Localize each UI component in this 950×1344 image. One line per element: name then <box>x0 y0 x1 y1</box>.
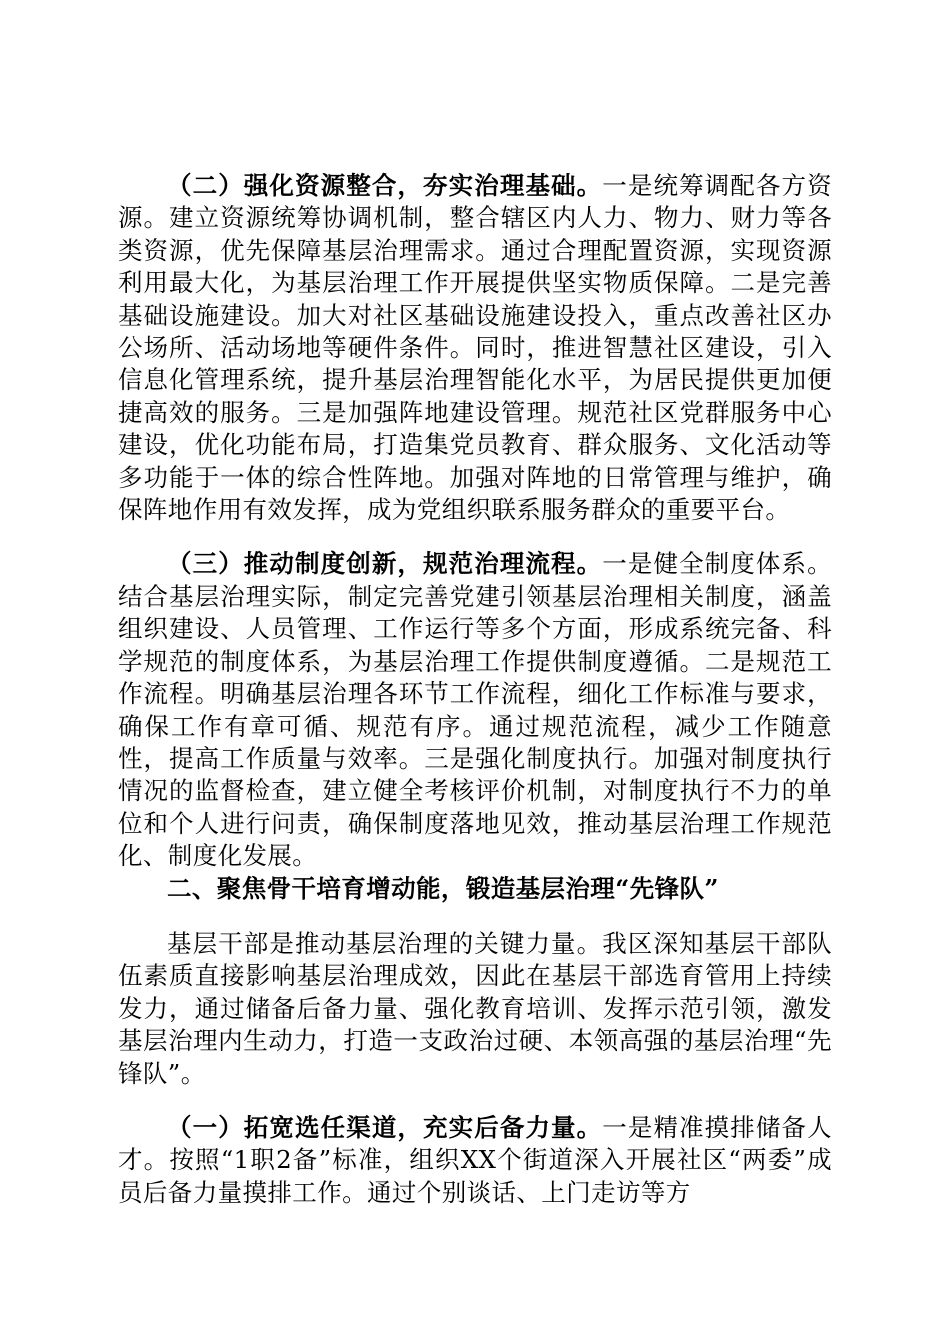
section-3-paragraph <box>118 548 832 872</box>
part-2-heading: 二、聚焦骨干培育增动能，锻造基层治理“先锋队” <box>167 873 719 903</box>
part-2-section-1-body: 一是精准摸排储备人才。按照“1职2备”标准，组织XX个街道深入开展社区“两委”成员后备力量摸排工作。通过个别谈话、上门走访等方 <box>118 1112 832 1207</box>
section-2-lead: （二）强化资源整合，夯实治理基础。 <box>167 171 603 200</box>
section-3-body: 一是健全制度体系。结合基层治理实际，制定完善党建引领基层治理相关制度，涵盖组织建设、人员管理、工作运行等多个方面，形成系统完备、科学规范的制度体系，为基层治理工作提供制度遵循。二是规范工作流程。明确基层治理各环节工作流程，细化工作标准与要求，确保工作有章可循、规范有序。通过规范流程，减少工作随意性，提高工作质量与效率。三是强化制度执行。加强对制度执行情况的监督检查，建立健全考核评价机制，对制度执行不力的单位和个人进行问责，确保制度落地见效，推动基层治理工作规范化、制度化发展。 <box>118 549 832 871</box>
section-2-paragraph <box>118 170 832 526</box>
document-page <box>118 170 832 1209</box>
part-2-section-1-paragraph <box>118 1112 832 1209</box>
part-2-intro: 基层干部是推动基层治理的关键力量。我区深知基层干部队伍素质直接影响基层治理成效，因此在基层干部选育管用上持续发力，通过储备后备力量、强化教育培训、发挥示范引领，激发基层治理内生动力，打造一支政治过硬、本领高强的基层治理“先锋队”。 <box>118 928 832 1088</box>
section-2-body: 一是统筹调配各方资源。建立资源统筹协调机制，整合辖区内人力、物力、财力等各类资源，优先保障基层治理需求。通过合理配置资源，实现资源利用最大化，为基层治理工作开展提供坚实物质保障。二是完善基础设施建设。加大对社区基础设施建设投入，重点改善社区办公场所、活动场地等硬件条件。同时，推进智慧社区建设，引入信息化管理系统，提升基层治理智能化水平，为居民提供更加便捷高效的服务。三是加强阵地建设管理。规范社区党群服务中心建设，优化功能布局，打造集党员教育、群众服务、文化活动等多功能于一体的综合性阵地。加强对阵地的日常管理与维护，确保阵地作用有效发挥，成为党组织联系服务群众的重要平台。 <box>118 171 832 525</box>
section-3-lead: （三）推动制度创新，规范治理流程。 <box>167 549 603 579</box>
part-2-section-1-lead: （一）拓宽选任渠道，充实后备力量。 <box>167 1112 603 1142</box>
